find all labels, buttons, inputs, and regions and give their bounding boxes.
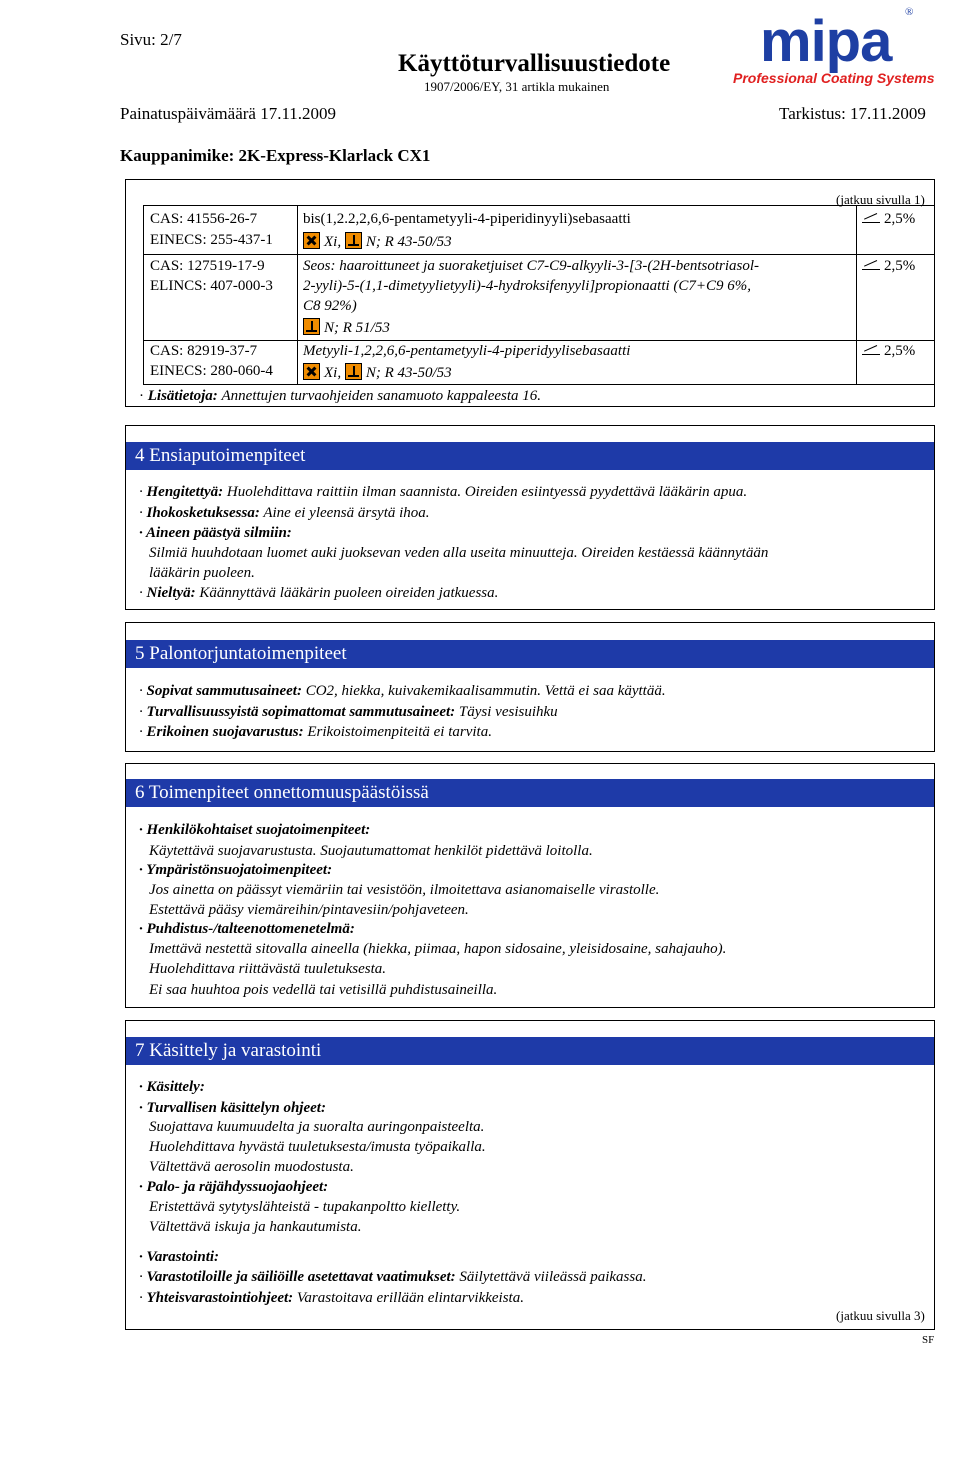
eye-contact-text: Silmiä huuhdotaan luomet auki juoksevan veden alla useita minuutteja. Oireiden kestäessä käännytään bbox=[149, 545, 769, 561]
component-name: Metyyli-1,2,2,6,6-pentametyyli-4-piperidyylisebasaatti bbox=[303, 343, 631, 359]
cleanup-methods-text-cont: Ei saa huuhtoa pois vedellä tai vetisillä puhdistusaineilla. bbox=[149, 982, 498, 998]
environmental-precautions-label: · Ympäristönsuojatoimenpiteet: bbox=[139, 862, 333, 878]
trade-name: Kauppanimike: 2K-Express-Klarlack CX1 bbox=[120, 146, 431, 165]
cas-number: CAS: 127519-17-9 bbox=[150, 258, 265, 274]
joint-storage: · Yhteisvarastointiohjeet: Varastoitava erillään elintarvikkeista. bbox=[139, 1290, 524, 1306]
component-name-cont: C8 92%) bbox=[303, 298, 357, 314]
safe-handling-label: · Turvallisen käsittelyn ohjeet: bbox=[139, 1100, 326, 1116]
irritant-hazard-icon bbox=[303, 363, 320, 380]
continued-on: (jatkuu sivulla 3) bbox=[836, 1308, 925, 1323]
section-5-title: 5 Palontorjuntatoimenpiteet bbox=[126, 640, 934, 668]
component-name: bis(1,2.2,2,6,6-pentametyyli-4-piperidinyyli)sebasaatti bbox=[303, 211, 631, 227]
concentration: 2,5% bbox=[862, 343, 915, 360]
environment-hazard-icon bbox=[345, 363, 362, 380]
concentration: 2,5% bbox=[862, 211, 915, 228]
row-divider bbox=[143, 340, 935, 341]
logo-tagline: Professional Coating Systems bbox=[733, 70, 935, 86]
document-subtitle: 1907/2006/EY, 31 artikla mukainen bbox=[424, 79, 610, 94]
safe-handling-text: Suojattava kuumuudelta ja suoralta auringonpaisteelta. bbox=[149, 1119, 485, 1135]
additional-info: · Lisätietoja: Annettujen turvaohjeiden sanamuoto kappaleesta 16. bbox=[139, 388, 542, 404]
safe-handling-text: Vältettävä aerosolin muodostusta. bbox=[149, 1159, 354, 1175]
environment-hazard-icon bbox=[345, 232, 362, 249]
environmental-precautions-text: Jos ainetta on päässyt viemäriin tai vesistöön, ilmoitettava asianomaiselle virastolle. bbox=[149, 882, 660, 898]
cleanup-methods-text: Imettävä nestettä sitovalla aineella (hiekka, piimaa, hapon sidosaine, yleisidosaine, sahajauho). bbox=[149, 941, 727, 957]
column-divider bbox=[297, 205, 298, 385]
environmental-precautions-text-cont: Estettävä pääsy viemäreihin/pintavesiin/pohjaveteen. bbox=[149, 902, 469, 918]
safe-handling-text: Huolehdittava hyvästä tuuletuksesta/imusta työpaikalla. bbox=[149, 1139, 486, 1155]
fire-protection-text: Vältettävä iskuja ja hankautumista. bbox=[149, 1219, 362, 1235]
concentration: 2,5% bbox=[862, 258, 915, 275]
print-date: Painatuspäivämäärä 17.11.2009 bbox=[120, 104, 337, 123]
einecs-number: EINECS: 255-437-1 bbox=[150, 232, 273, 248]
eye-contact-text-cont: lääkärin puoleen. bbox=[149, 565, 255, 581]
page-number: Sivu: 2/7 bbox=[120, 30, 182, 49]
less-equal-icon bbox=[862, 259, 880, 270]
cas-number: CAS: 82919-37-7 bbox=[150, 343, 258, 359]
ingestion: · Nieltyä: Käännyttävä lääkärin puoleen oireiden jatkuessa. bbox=[139, 585, 499, 601]
registered-mark: ® bbox=[905, 6, 914, 18]
eye-contact-label: · Aineen päästyä silmiin: bbox=[139, 525, 292, 541]
storage-requirements: · Varastotiloille ja säiliöille asetettavat vaatimukset: Säilytettävä viileässä paikassa. bbox=[139, 1269, 647, 1285]
hazard-symbols: Xi, N; R 43-50/53 bbox=[303, 232, 452, 251]
component-name-cont: 2-yyli)-5-(1,1-dimetyylietyyli)-4-hydroksifenyyli]propionaatti (C7+C9 6%, bbox=[303, 278, 752, 294]
irritant-hazard-icon bbox=[303, 232, 320, 249]
handling-label: · Käsittely: bbox=[139, 1079, 205, 1095]
less-equal-icon bbox=[862, 212, 880, 223]
cleanup-methods-label: · Puhdistus-/talteenottomenetelmä: bbox=[139, 921, 355, 937]
extinguishing-media: · Sopivat sammutusaineet: CO2, hiekka, kuivakemikaalisammutin. Vettä ei saa käyttää. bbox=[139, 683, 666, 699]
protective-equipment: · Erikoinen suojavarustus: Erikoistoimenpiteitä ei tarvita. bbox=[139, 724, 492, 740]
section-4-title: 4 Ensiaputoimenpiteet bbox=[126, 442, 934, 470]
section-7-title: 7 Käsittely ja varastointi bbox=[126, 1037, 934, 1065]
skin-contact: · Ihokosketuksessa: Aine ei yleensä ärsytä ihoa. bbox=[139, 505, 430, 521]
column-divider bbox=[856, 205, 857, 385]
less-equal-icon bbox=[862, 344, 880, 355]
language-code: SF bbox=[922, 1334, 935, 1346]
section-6-title: 6 Toimenpiteet onnettomuuspäästöissä bbox=[126, 779, 934, 807]
component-name: Seos: haaroittuneet ja suoraketjuiset C7-C9-alkyyli-3-[3-(2H-bentsotriasol- bbox=[303, 258, 760, 274]
hazard-symbols: N; R 51/53 bbox=[303, 318, 390, 337]
environment-hazard-icon bbox=[303, 318, 320, 335]
document-title: Käyttöturvallisuustiedote bbox=[398, 50, 671, 77]
personal-precautions-text: Käytettävä suojavarustusta. Suojautumattomat henkilöt pidettävä loitolla. bbox=[149, 843, 593, 859]
cas-number: CAS: 41556-26-7 bbox=[150, 211, 258, 227]
personal-precautions-label: · Henkilökohtaiset suojatoimenpiteet: bbox=[139, 822, 371, 838]
row-divider bbox=[143, 254, 935, 255]
storage-label: · Varastointi: bbox=[139, 1249, 220, 1265]
fire-protection-label: · Palo- ja räjähdyssuojaohjeet: bbox=[139, 1179, 329, 1195]
cleanup-methods-text-cont: Huolehdittava riittävästä tuuletuksesta. bbox=[149, 961, 387, 977]
inhalation: · Hengitettyä: Huolehdittava raittiin ilman saannista. Oireiden esiintyessä pyydettävä lääkärin apua. bbox=[139, 484, 748, 500]
hazard-symbols: Xi, N; R 43-50/53 bbox=[303, 363, 452, 382]
continued-from: (jatkuu sivulla 1) bbox=[836, 192, 925, 207]
unsuitable-media: · Turvallisuussyistä sopimattomat sammutusaineet: Täysi vesisuihku bbox=[139, 704, 558, 720]
einecs-number: EINECS: 280-060-4 bbox=[150, 363, 273, 379]
fire-protection-text: Eristettävä sytytyslähteistä - tupakanpoltto kielletty. bbox=[149, 1199, 461, 1215]
mipa-logo: mipa bbox=[760, 9, 892, 74]
revision-date: Tarkistus: 17.11.2009 bbox=[779, 104, 926, 123]
elincs-number: ELINCS: 407-000-3 bbox=[150, 278, 273, 294]
